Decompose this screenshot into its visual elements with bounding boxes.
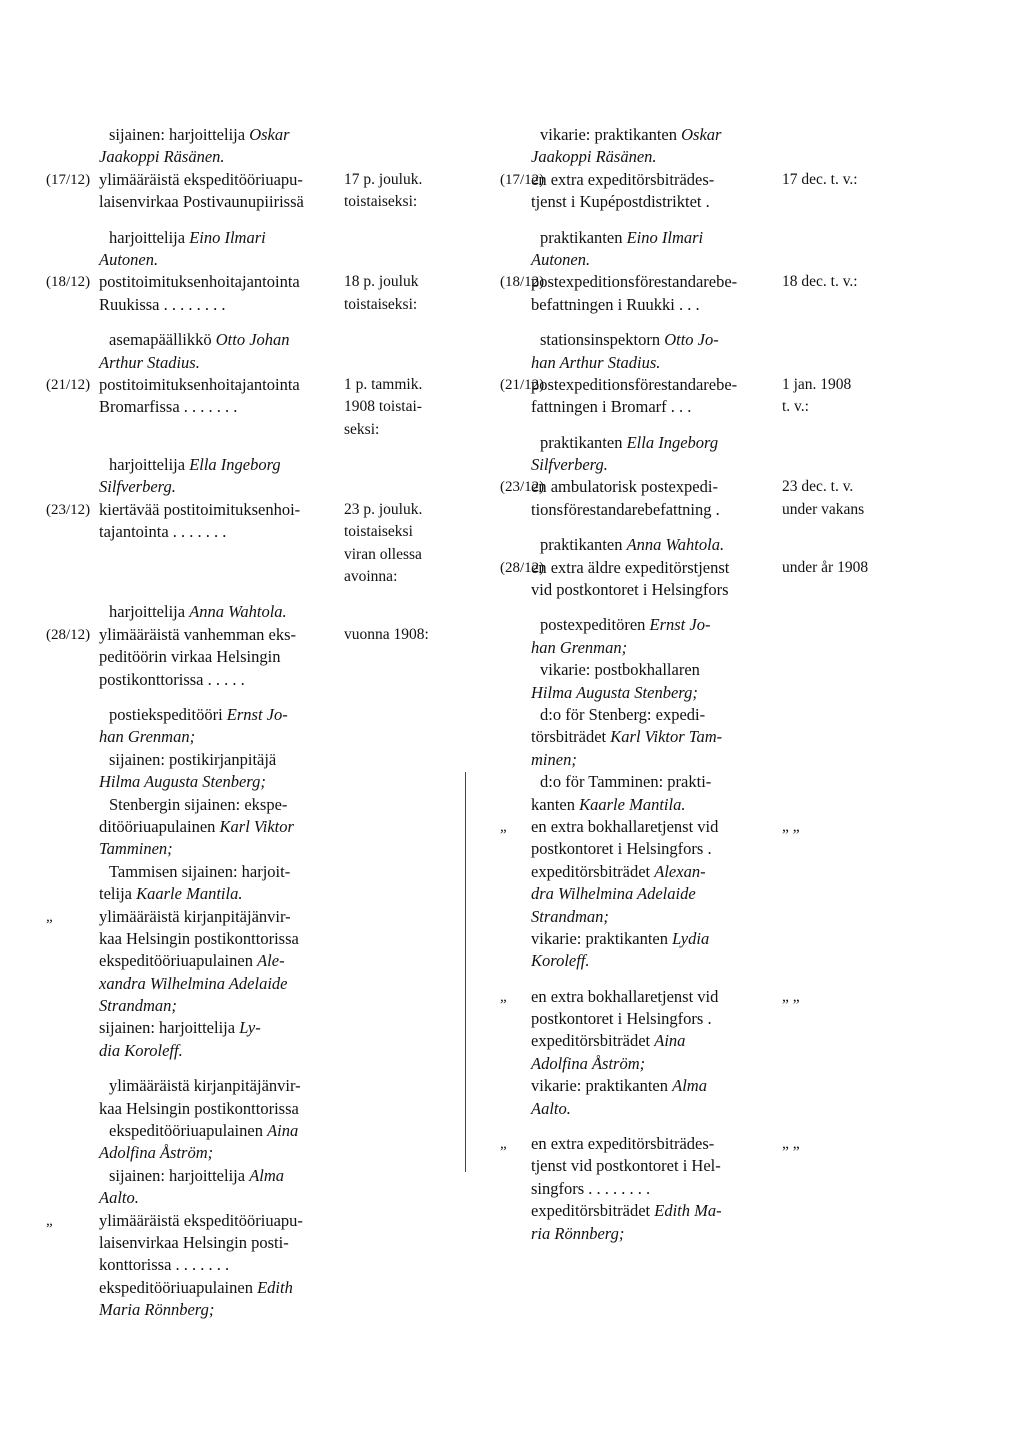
line-text: Bromarfissa . . . . . . . <box>99 397 238 417</box>
text-line <box>500 749 1020 771</box>
text-line <box>500 883 1020 905</box>
line-text: expeditörsbiträdet Aina <box>531 1031 686 1051</box>
line-text: fattningen i Bromarf . . . <box>531 397 692 417</box>
text-line <box>500 124 1020 146</box>
entry-spacer <box>46 316 506 329</box>
line-text: en extra bokhallaretjenst vid <box>531 816 719 836</box>
date-marker: (23/12) <box>500 479 545 496</box>
line-text: Strandman; <box>531 906 609 926</box>
finnish-column <box>46 124 506 1335</box>
line-text: Ruukissa . . . . . . . . <box>99 294 226 314</box>
text-line <box>500 454 1020 476</box>
line-text: en extra expeditörsbiträdes- <box>531 1134 715 1154</box>
text-line <box>46 749 506 771</box>
text-line <box>500 396 1020 418</box>
finnish-entry <box>46 227 506 272</box>
text-line <box>46 950 506 972</box>
line-text: Arthur Stadius. <box>99 352 200 372</box>
text-line <box>46 601 506 623</box>
line-text: ylimääräistä vanhemman eks- <box>99 624 297 644</box>
line-text: harjoittelija Anna Wahtola. <box>109 602 287 622</box>
text-line <box>500 1098 1020 1120</box>
swedish-column <box>500 124 1020 1258</box>
entry-spacer <box>500 601 1020 614</box>
entry-spacer <box>46 214 506 227</box>
line-text: ylimääräistä ekspeditööriuapu- <box>99 169 303 189</box>
line-text: konttorissa . . . . . . . <box>99 1255 230 1275</box>
date-note: toistaiseksi: <box>344 295 418 313</box>
line-text: postikonttorissa . . . . . <box>99 669 245 689</box>
text-line <box>46 704 506 726</box>
text-line <box>46 624 506 646</box>
line-text: kaa Helsingin postikonttorissa <box>99 1098 299 1118</box>
text-line <box>46 1017 506 1039</box>
line-text: Silfverberg. <box>99 477 176 497</box>
line-text: vikarie: postbokhallaren <box>540 660 700 680</box>
line-text: sijainen: postikirjanpitäjä <box>109 749 277 769</box>
text-line <box>46 1187 506 1209</box>
line-text: postkontoret i Helsingfors . <box>531 839 712 859</box>
line-text: Tammisen sijainen: harjoit- <box>109 861 291 881</box>
line-text: asemapäällikkö Otto Johan <box>109 330 290 350</box>
text-line <box>500 1223 1020 1245</box>
line-text: Adolfina Åström; <box>99 1143 214 1163</box>
text-line <box>500 950 1020 972</box>
entry-spacer <box>500 316 1020 329</box>
entry-spacer <box>500 214 1020 227</box>
line-text: befattningen i Ruukki . . . <box>531 294 700 314</box>
finnish-entry <box>46 499 506 589</box>
text-line <box>500 816 1020 838</box>
line-text: en extra äldre expeditörstjenst <box>531 557 730 577</box>
text-line <box>46 374 506 396</box>
text-line <box>46 646 506 668</box>
date-marker: „ <box>46 908 53 925</box>
text-line <box>500 637 1020 659</box>
line-text: Tamminen; <box>99 839 173 859</box>
entry-spacer <box>500 521 1020 534</box>
text-line <box>46 883 506 905</box>
margin-rule <box>465 772 466 1172</box>
date-note: 1 p. tammik. <box>344 375 423 393</box>
text-line <box>46 973 506 995</box>
finnish-entry <box>46 329 506 374</box>
swedish-entry <box>500 1133 1020 1245</box>
text-line <box>500 771 1020 793</box>
text-line <box>500 906 1020 928</box>
swedish-entry <box>500 374 1020 419</box>
text-line <box>500 329 1020 351</box>
text-line <box>500 227 1020 249</box>
text-line <box>46 146 506 168</box>
line-text: postitoimituksenhoitajantointa <box>99 374 300 394</box>
text-line <box>500 861 1020 883</box>
text-line <box>46 124 506 146</box>
swedish-entry <box>500 986 1020 1120</box>
text-line <box>500 374 1020 396</box>
finnish-entry <box>46 454 506 499</box>
line-text: d:o för Stenberg: expedi- <box>540 704 706 724</box>
text-line <box>500 659 1020 681</box>
text-line <box>500 928 1020 950</box>
date-note: 1908 toistai- <box>344 398 422 416</box>
line-text: postiekspeditööri Ernst Jo- <box>109 704 288 724</box>
finnish-entry <box>46 271 506 316</box>
text-line <box>46 169 506 191</box>
text-line <box>46 271 506 293</box>
finnish-entry <box>46 704 506 906</box>
line-text: Adolfina Åström; <box>531 1053 646 1073</box>
line-text: harjoittelija Eino Ilmari <box>109 227 266 247</box>
date-marker: (18/12) <box>46 274 91 291</box>
date-marker: (28/12) <box>500 559 545 576</box>
date-note: „ „ <box>782 1135 800 1153</box>
finnish-entry <box>46 624 506 691</box>
text-line <box>500 704 1020 726</box>
line-text: en ambulatorisk postexpedi- <box>531 477 718 497</box>
date-marker: „ <box>500 988 507 1005</box>
line-text: tionsförestandarebefattning . <box>531 499 720 519</box>
text-line <box>500 499 1020 521</box>
line-text: postkontoret i Helsingfors . <box>531 1009 712 1029</box>
date-marker: (23/12) <box>46 501 91 518</box>
date-marker: „ <box>500 1136 507 1153</box>
text-line <box>500 986 1020 1008</box>
text-line <box>46 838 506 860</box>
line-text: xandra Wilhelmina Adelaide <box>99 973 288 993</box>
line-text: sijainen: harjoittelija Oskar <box>109 125 290 144</box>
line-text: dra Wilhelmina Adelaide <box>531 884 696 904</box>
line-text: han Arthur Stadius. <box>531 352 661 372</box>
swedish-entry <box>500 534 1020 556</box>
text-line <box>46 499 506 521</box>
line-text: Stenbergin sijainen: ekspe- <box>109 794 288 814</box>
line-text: Silfverberg. <box>531 455 608 475</box>
text-line <box>46 1120 506 1142</box>
date-marker: (21/12) <box>500 376 545 393</box>
entry-spacer <box>46 1062 506 1075</box>
text-line <box>46 1098 506 1120</box>
text-line <box>46 544 506 566</box>
line-text: ekspeditööriuapulainen Ale- <box>99 951 285 971</box>
date-marker: (18/12) <box>500 274 545 291</box>
text-line <box>500 169 1020 191</box>
text-line <box>46 419 506 441</box>
text-line <box>46 521 506 543</box>
date-note: „ „ <box>782 817 800 835</box>
swedish-entry <box>500 124 1020 169</box>
line-text: telija Kaarle Mantila. <box>99 884 243 904</box>
line-text: sijainen: harjoittelija Ly- <box>99 1018 261 1038</box>
text-line <box>46 906 506 928</box>
text-line <box>46 816 506 838</box>
line-text: singfors . . . . . . . . <box>531 1178 651 1198</box>
text-line <box>46 566 506 588</box>
text-line <box>46 726 506 748</box>
line-text: postitoimituksenhoitajantointa <box>99 272 300 292</box>
date-marker: (17/12) <box>500 171 545 188</box>
line-text: han Grenman; <box>531 637 628 657</box>
line-text: harjoittelija Ella Ingeborg <box>109 455 281 475</box>
line-text: d:o för Tamminen: prakti- <box>540 772 712 792</box>
line-text: ylimääräistä ekspeditööriuapu- <box>99 1210 303 1230</box>
text-line <box>500 1008 1020 1030</box>
swedish-entry <box>500 816 1020 973</box>
line-text: kiertävää postitoimituksenhoi- <box>99 499 301 519</box>
text-line <box>46 1254 506 1276</box>
line-text: Hilma Augusta Stenberg; <box>99 772 266 792</box>
text-line <box>500 249 1020 271</box>
swedish-entry <box>500 557 1020 602</box>
entry-spacer <box>500 1245 1020 1258</box>
line-text: Strandman; <box>99 996 177 1016</box>
text-line <box>500 1200 1020 1222</box>
line-text: ria Rönnberg; <box>531 1223 625 1243</box>
text-line <box>500 476 1020 498</box>
line-text: Aalto. <box>531 1098 571 1118</box>
swedish-entry <box>500 169 1020 214</box>
date-note: 17 dec. t. v.: <box>782 170 858 188</box>
swedish-entry <box>500 476 1020 521</box>
finnish-entry <box>46 906 506 1063</box>
line-text: Maria Rönnberg; <box>99 1300 215 1320</box>
text-line <box>500 726 1020 748</box>
finnish-entry <box>46 601 506 623</box>
text-line <box>46 476 506 498</box>
date-note: 23 p. jouluk. <box>344 500 423 518</box>
text-line <box>500 432 1020 454</box>
text-line <box>46 329 506 351</box>
line-text: stationsinspektorn Otto Jo- <box>540 330 719 350</box>
text-line <box>500 1178 1020 1200</box>
line-text: ylimääräistä kirjanpitäjänvir- <box>99 906 291 926</box>
date-note: seksi: <box>344 420 380 438</box>
text-line <box>500 1030 1020 1052</box>
date-note: under år 1908 <box>782 558 869 576</box>
text-line <box>46 861 506 883</box>
line-text: praktikanten Anna Wahtola. <box>540 535 725 555</box>
line-text: kaa Helsingin postikonttorissa <box>99 928 299 948</box>
text-line <box>500 794 1020 816</box>
text-line <box>46 352 506 374</box>
line-text: praktikanten Ella Ingeborg <box>540 432 719 452</box>
date-marker: (21/12) <box>46 376 91 393</box>
text-line <box>500 271 1020 293</box>
text-line <box>500 682 1020 704</box>
entry-spacer <box>46 691 506 704</box>
text-line <box>46 1142 506 1164</box>
text-line <box>46 794 506 816</box>
date-note: viran ollessa <box>344 545 422 563</box>
text-line <box>46 995 506 1017</box>
finnish-entry <box>46 374 506 441</box>
line-text: postexpeditören Ernst Jo- <box>540 615 711 635</box>
line-text: Autonen. <box>531 249 591 269</box>
text-line <box>46 1210 506 1232</box>
swedish-entry <box>500 271 1020 316</box>
swedish-entry <box>500 329 1020 374</box>
line-text: ditööriuapulainen Karl Viktor <box>99 816 294 836</box>
line-text: törsbiträdet Karl Viktor Tam- <box>531 727 723 747</box>
finnish-entry <box>46 124 506 169</box>
date-note: under vakans <box>782 500 865 518</box>
text-line <box>500 1075 1020 1097</box>
date-note: 17 p. jouluk. <box>344 170 423 188</box>
line-text: sijainen: harjoittelija Alma <box>109 1165 285 1185</box>
text-line <box>500 534 1020 556</box>
text-line <box>500 1133 1020 1155</box>
finnish-entry <box>46 1210 506 1322</box>
line-text: tjenst i Kupépostdistriktet . <box>531 192 710 212</box>
line-text: ekspeditööriuapulainen Aina <box>109 1121 299 1141</box>
date-note: toistaiseksi <box>344 523 413 541</box>
line-text: expeditörsbiträdet Alexan- <box>531 861 706 881</box>
line-text: laisenvirkaa Helsingin posti- <box>99 1232 289 1252</box>
entry-spacer <box>500 973 1020 986</box>
line-text: Hilma Augusta Stenberg; <box>531 682 698 702</box>
date-marker: „ <box>500 818 507 835</box>
line-text: minen; <box>531 749 577 769</box>
line-text: Jaakoppi Räsänen. <box>99 147 225 167</box>
line-text: han Grenman; <box>99 727 196 747</box>
line-text: ylimääräistä kirjanpitäjänvir- <box>109 1076 301 1096</box>
line-text: tajantointa . . . . . . . <box>99 522 227 542</box>
finnish-entry <box>46 169 506 214</box>
entry-spacer <box>500 419 1020 432</box>
line-text: tjenst vid postkontoret i Hel- <box>531 1156 721 1176</box>
date-note: 1 jan. 1908 <box>782 375 852 393</box>
date-note: 23 dec. t. v. <box>782 478 854 496</box>
text-line <box>500 838 1020 860</box>
text-line <box>500 191 1020 213</box>
date-note: 18 p. jouluk <box>344 273 419 291</box>
text-line <box>46 928 506 950</box>
text-line <box>46 1277 506 1299</box>
line-text: postexpeditionsförestandarebe- <box>531 374 738 394</box>
line-text: Aalto. <box>99 1188 139 1208</box>
text-line <box>46 294 506 316</box>
swedish-entry <box>500 432 1020 477</box>
date-note: avoinna: <box>344 568 398 586</box>
entry-spacer <box>46 441 506 454</box>
date-note: 18 dec. t. v.: <box>782 273 858 291</box>
text-line <box>46 1075 506 1097</box>
line-text: praktikanten Eino Ilmari <box>540 227 704 247</box>
entry-spacer <box>46 588 506 601</box>
line-text: vikarie: praktikanten Alma <box>531 1076 707 1096</box>
line-text: peditöörin virkaa Helsingin <box>99 647 281 667</box>
line-text: laisenvirkaa Postivaunupiirissä <box>99 192 304 212</box>
line-text: vikarie: praktikanten Lydia <box>531 928 710 948</box>
line-text: Autonen. <box>99 249 159 269</box>
swedish-entry <box>500 614 1020 816</box>
text-line <box>500 352 1020 374</box>
text-line <box>500 1155 1020 1177</box>
line-text: en extra bokhallaretjenst vid <box>531 986 719 1006</box>
date-note: „ „ <box>782 987 800 1005</box>
line-text: Koroleff. <box>531 951 590 971</box>
text-line <box>46 771 506 793</box>
text-line <box>46 191 506 213</box>
text-line <box>46 227 506 249</box>
text-line <box>46 1165 506 1187</box>
date-marker: (28/12) <box>46 626 91 643</box>
text-line <box>500 294 1020 316</box>
line-text: ekspeditööriuapulainen Edith <box>99 1277 293 1297</box>
date-marker: (17/12) <box>46 171 91 188</box>
line-text: vid postkontoret i Helsingfors <box>531 580 729 600</box>
text-line <box>500 579 1020 601</box>
entry-spacer <box>500 1120 1020 1133</box>
date-note: t. v.: <box>782 398 809 416</box>
line-text: expeditörsbiträdet Edith Ma- <box>531 1201 722 1221</box>
text-line <box>46 1040 506 1062</box>
text-line <box>46 454 506 476</box>
text-line <box>46 1232 506 1254</box>
text-line <box>46 1299 506 1321</box>
line-text: en extra expeditörsbiträdes- <box>531 169 715 189</box>
line-text: postexpeditionsförestandarebe- <box>531 272 738 292</box>
text-line <box>46 249 506 271</box>
date-note: toistaiseksi: <box>344 193 418 211</box>
date-note: vuonna 1908: <box>344 625 429 643</box>
finnish-entry <box>46 1075 506 1209</box>
text-line <box>500 614 1020 636</box>
text-line <box>46 669 506 691</box>
text-line <box>500 1053 1020 1075</box>
date-marker: „ <box>46 1212 53 1229</box>
text-line <box>500 146 1020 168</box>
line-text: dia Koroleff. <box>99 1040 183 1060</box>
line-text: vikarie: praktikanten Oskar <box>540 125 722 144</box>
text-line <box>500 557 1020 579</box>
line-text: kanten Kaarle Mantila. <box>531 794 686 814</box>
swedish-entry <box>500 227 1020 272</box>
text-line <box>46 396 506 418</box>
line-text: Jaakoppi Räsänen. <box>531 147 657 167</box>
entry-spacer <box>46 1322 506 1335</box>
